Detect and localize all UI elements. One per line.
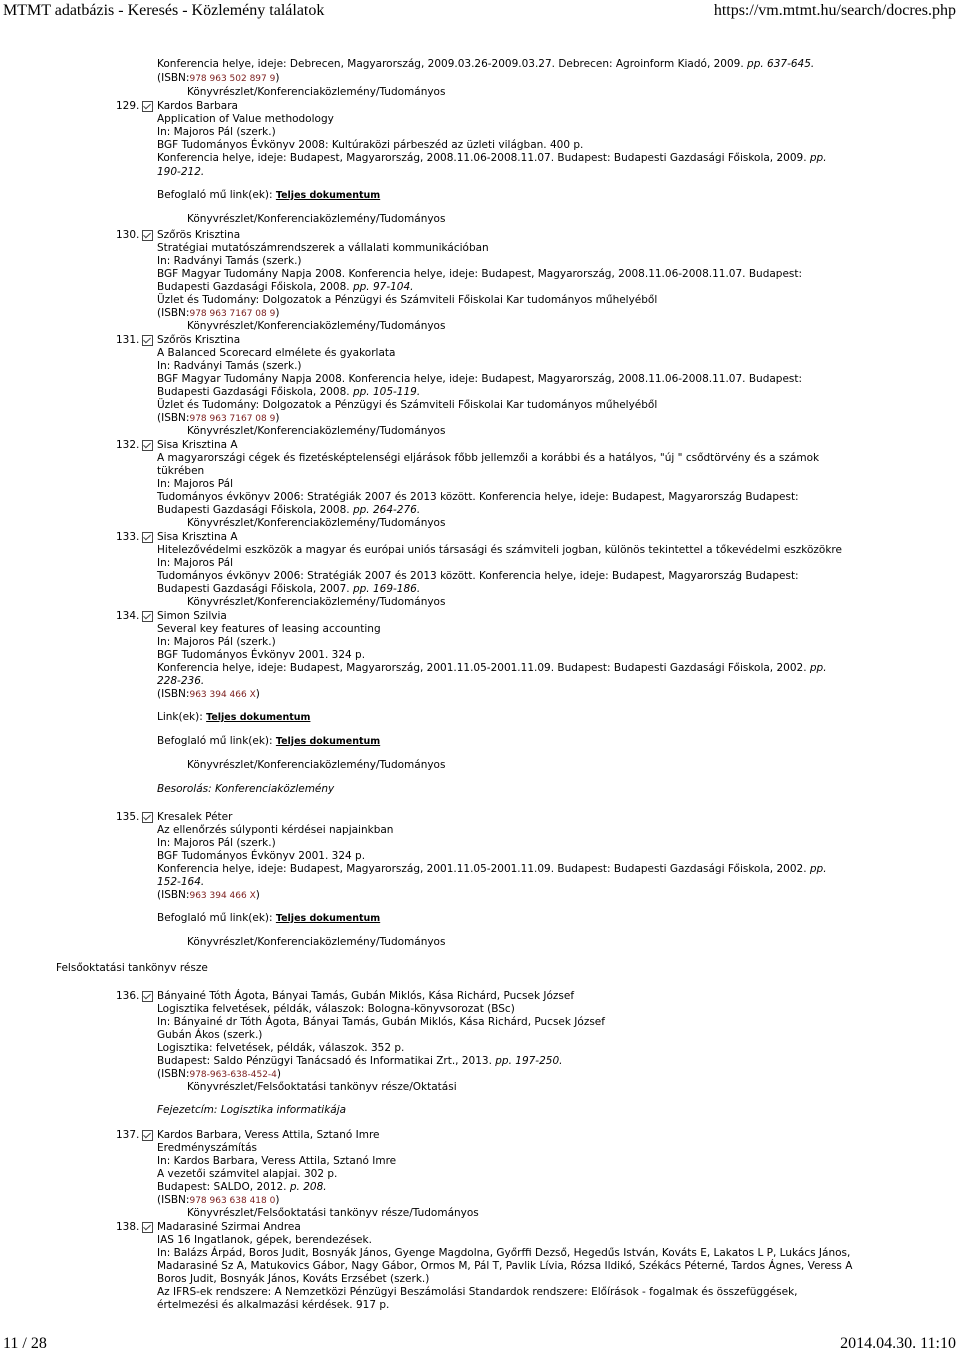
entry-author: Sisa Krisztina A bbox=[157, 531, 238, 543]
entry-source-cont: értelmezési és alkalmazási kérdések. 917 p. bbox=[157, 1299, 390, 1311]
entry-title-cont: tükrében bbox=[157, 465, 205, 477]
entry-in: In: Majoros Pál (szerk.) bbox=[157, 837, 276, 849]
entry-conference: Konferencia helye, ideje: Budapest, Magyarország, 2008.11.06-2008.11.07. Budapest: Budapesti Gazdasági Főiskola, 2009. pp. bbox=[157, 152, 827, 164]
top-isbn: (ISBN:978 963 502 897 9) bbox=[157, 72, 280, 84]
entry-number: 133. bbox=[116, 531, 140, 543]
entry-in: In: Kardos Barbara, Veress Attila, Sztanó Imre bbox=[157, 1155, 397, 1167]
print-datetime: 2014.04.30. 11:10 bbox=[840, 1335, 956, 1352]
link-row: Link(ek): Teljes dokumentum bbox=[157, 711, 311, 723]
entry-number: 129. bbox=[116, 100, 140, 112]
entry-type: Könyvrészlet/Konferenciaközlemény/Tudományos bbox=[187, 320, 446, 332]
entry-publisher: Budapest: Saldo Pénzügyi Tanácsadó és Informatikai Zrt., 2013. pp. 197-250. bbox=[157, 1055, 563, 1067]
entry-title: Eredményszámítás bbox=[157, 1142, 257, 1154]
entry-type: Könyvrészlet/Konferenciaközlemény/Tudományos bbox=[187, 936, 446, 948]
full-document-link[interactable]: Teljes dokumentum bbox=[275, 913, 381, 924]
entry-source: BGF Tudományos Évkönyv 2008: Kultúraközi párbeszéd az üzleti világban. 400 p. bbox=[157, 139, 584, 151]
entry-source: Az IFRS-ek rendszere: A Nemzetközi Pénzügyi Beszámolási Standardok rendszere: Előírások - fogalmak és összefüggések, bbox=[157, 1286, 798, 1298]
checkbox-icon[interactable] bbox=[142, 230, 153, 241]
top-type: Könyvrészlet/Konferenciaközlemény/Tudományos bbox=[187, 86, 446, 98]
entry-pages: 190-212. bbox=[157, 166, 205, 178]
entry-isbn: (ISBN:963 394 466 X) bbox=[157, 889, 260, 901]
entry-in: In: Majoros Pál bbox=[157, 557, 233, 569]
entry-number: 137. bbox=[116, 1129, 140, 1141]
entry-in: In: Radványi Tamás (szerk.) bbox=[157, 255, 302, 267]
entry-number: 132. bbox=[116, 439, 140, 451]
entry-author: Simon Szilvia bbox=[157, 610, 227, 622]
entry-number: 131. bbox=[116, 334, 140, 346]
entry-number: 138. bbox=[116, 1221, 140, 1233]
entry-in: In: Majoros Pál (szerk.) bbox=[157, 636, 276, 648]
entry-source: Tudományos évkönyv 2006: Stratégiák 2007 és 2013 között. Konferencia helye, ideje: Budapest, Magyarország Budapest: bbox=[157, 570, 799, 582]
entry-source: BGF Magyar Tudomány Napja 2008. Konferencia helye, ideje: Budapest, Magyarország, 2008.11.06-2008.11.07. Budapest: bbox=[157, 373, 803, 385]
entry-author: Kardos Barbara, Veress Attila, Sztanó Imre bbox=[157, 1129, 380, 1141]
entry-in: In: Bányainé dr Tóth Ágota, Bányai Tamás, Gubán Miklós, Kása Richárd, Pucsek József bbox=[157, 1016, 605, 1028]
entry-type: Könyvrészlet/Konferenciaközlemény/Tudományos bbox=[187, 425, 446, 437]
top-conference-line: Konferencia helye, ideje: Debrecen, Magyarország, 2009.03.26-2009.03.27. Debrecen: Agroinform Kiadó, 2009. pp. 637-645. bbox=[157, 58, 815, 70]
entry-in: In: Majoros Pál bbox=[157, 478, 233, 490]
full-document-link[interactable]: Teljes dokumentum bbox=[275, 736, 381, 747]
entry-author: Bányainé Tóth Ágota, Bányai Tamás, Gubán Miklós, Kása Richárd, Pucsek József bbox=[157, 990, 575, 1002]
entry-title: Logisztika felvetések, példák, válaszok: Bologna-könyvsorozat (BSc) bbox=[157, 1003, 515, 1015]
entry-type: Könyvrészlet/Felsőoktatási tankönyv része/Tudományos bbox=[187, 1207, 479, 1219]
entry-title: IAS 16 Ingatlanok, gépek, berendezések. bbox=[157, 1234, 372, 1246]
entry-type: Könyvrészlet/Konferenciaközlemény/Tudományos bbox=[187, 759, 446, 771]
entry-author: Szőrös Krisztina bbox=[157, 334, 241, 346]
page-header-url: https://vm.mtmt.hu/search/docres.php bbox=[713, 2, 956, 19]
checkbox-icon[interactable] bbox=[142, 1222, 153, 1233]
entry-pages: 152-164. bbox=[157, 876, 205, 888]
entry-isbn: (ISBN:978 963 7167 08 9) bbox=[157, 412, 280, 424]
section-heading: Felsőoktatási tankönyv része bbox=[56, 962, 208, 974]
entry-author: Madarasiné Szirmai Andrea bbox=[157, 1221, 301, 1233]
checkbox-icon[interactable] bbox=[142, 812, 153, 823]
entry-author: Sisa Krisztina A bbox=[157, 439, 238, 451]
entry-classification: Besorolás: Konferenciaközlemény bbox=[157, 783, 335, 795]
entry-title: A Balanced Scorecard elmélete és gyakorlata bbox=[157, 347, 396, 359]
page-header-title: MTMT adatbázis - Keresés - Közlemény találatok bbox=[3, 2, 325, 19]
incl-link-row: Befoglaló mű link(ek): Teljes dokumentum bbox=[157, 912, 381, 924]
entry-number: 136. bbox=[116, 990, 140, 1002]
entry-number: 134. bbox=[116, 610, 140, 622]
entry-title: Application of Value methodology bbox=[157, 113, 334, 125]
entry-title: Hitelezővédelmi eszközök a magyar és európai uniós társasági és számviteli jogban, különös tekintettel a tőkevédelmi eszközökre bbox=[157, 544, 842, 556]
checkbox-icon[interactable] bbox=[142, 335, 153, 346]
entry-conference: Konferencia helye, ideje: Budapest, Magyarország, 2001.11.05-2001.11.09. Budapest: Budapesti Gazdasági Főiskola, 2002. pp. bbox=[157, 662, 827, 674]
entry-publisher: Budapesti Gazdasági Főiskola, 2008. pp. 105-119. bbox=[157, 386, 421, 398]
entry-publisher: Budapest: SALDO, 2012. p. 208. bbox=[157, 1181, 327, 1193]
checkbox-icon[interactable] bbox=[142, 611, 153, 622]
incl-link-row: Befoglaló mű link(ek): Teljes dokumentum bbox=[157, 735, 381, 747]
checkbox-icon[interactable] bbox=[142, 101, 153, 112]
entry-type: Könyvrészlet/Konferenciaközlemény/Tudományos bbox=[187, 213, 446, 225]
page-number: 11 / 28 bbox=[3, 1335, 47, 1352]
entry-publisher: Budapesti Gazdasági Főiskola, 2008. pp. 264-276. bbox=[157, 504, 421, 516]
checkbox-icon[interactable] bbox=[142, 991, 153, 1002]
entry-chapter: Fejezetcím: Logisztika informatikája bbox=[157, 1104, 347, 1116]
entry-isbn: (ISBN:978-963-638-452-4) bbox=[157, 1068, 282, 1080]
entry-number: 135. bbox=[116, 811, 140, 823]
entry-in: In: Radványi Tamás (szerk.) bbox=[157, 360, 302, 372]
entry-isbn: (ISBN:978 963 7167 08 9) bbox=[157, 307, 280, 319]
entry-title: Several key features of leasing accounting bbox=[157, 623, 381, 635]
entry-publisher: Budapesti Gazdasági Főiskola, 2008. pp. 97-104. bbox=[157, 281, 414, 293]
entry-title: Stratégiai mutatószámrendszerek a vállalati kommunikációban bbox=[157, 242, 489, 254]
checkbox-icon[interactable] bbox=[142, 532, 153, 543]
entry-type: Könyvrészlet/Felsőoktatási tankönyv része/Oktatási bbox=[187, 1081, 457, 1093]
entry-source: BGF Tudományos Évkönyv 2001. 324 p. bbox=[157, 850, 366, 862]
entry-type: Könyvrészlet/Konferenciaközlemény/Tudományos bbox=[187, 517, 446, 529]
entry-title: Az ellenőrzés súlyponti kérdései napjainkban bbox=[157, 824, 394, 836]
entry-source: BGF Magyar Tudomány Napja 2008. Konferencia helye, ideje: Budapest, Magyarország, 2008.11.06-2008.11.07. Budapest: bbox=[157, 268, 803, 280]
entry-in-cont: Gubán Ákos (szerk.) bbox=[157, 1029, 263, 1041]
entry-in: In: Majoros Pál (szerk.) bbox=[157, 126, 276, 138]
entry-title: A magyarországi cégek és fizetésképtelenségi eljárások főbb jellemzői a korábbi és a hatályos, "új " csődtörvény és a számok bbox=[157, 452, 820, 464]
entry-isbn: (ISBN:978 963 638 418 0) bbox=[157, 1194, 280, 1206]
entry-conference: Konferencia helye, ideje: Budapest, Magyarország, 2001.11.05-2001.11.09. Budapest: Budapesti Gazdasági Főiskola, 2002. pp. bbox=[157, 863, 827, 875]
entry-source: A vezetői számvitel alapjai. 302 p. bbox=[157, 1168, 338, 1180]
entry-author: Kresalek Péter bbox=[157, 811, 233, 823]
full-document-link[interactable]: Teljes dokumentum bbox=[275, 190, 381, 201]
entry-author: Szőrös Krisztina bbox=[157, 229, 241, 241]
entry-source: Logisztika: felvetések, példák, válaszok. 352 p. bbox=[157, 1042, 405, 1054]
entry-number: 130. bbox=[116, 229, 140, 241]
entry-type: Könyvrészlet/Konferenciaközlemény/Tudományos bbox=[187, 596, 446, 608]
entry-in: In: Balázs Árpád, Boros Judit, Bosnyák János, Gyenge Magdolna, Győrffi Dezső, Hegedűs István, Kováts E, Lakatos L P, Lukács János, bbox=[157, 1247, 851, 1259]
entry-isbn: (ISBN:963 394 466 X) bbox=[157, 688, 260, 700]
entry-in-cont: Madarasiné Sz A, Matukovics Gábor, Nagy Gábor, Ormos M, Pál T, Pavlik Lívia, Rózsa Ildikó, Székács Péterné, Tardos Ágnes, Veress A bbox=[157, 1260, 853, 1272]
entry-author: Kardos Barbara bbox=[157, 100, 238, 112]
entry-in-cont: Boros Judit, Bosnyák János, Kováts Erzsébet (szerk.) bbox=[157, 1273, 430, 1285]
entry-series: Üzlet és Tudomány: Dolgozatok a Pénzügyi és Számviteli Főiskolai Kar tudományos műhelyéből bbox=[157, 294, 658, 306]
entry-pages: 228-236. bbox=[157, 675, 205, 687]
incl-link-row: Befoglaló mű link(ek): Teljes dokumentum bbox=[157, 189, 381, 201]
entry-publisher: Budapesti Gazdasági Főiskola, 2007. pp. 169-186. bbox=[157, 583, 421, 595]
entry-series: Üzlet és Tudomány: Dolgozatok a Pénzügyi és Számviteli Főiskolai Kar tudományos műhelyéből bbox=[157, 399, 658, 411]
checkbox-icon[interactable] bbox=[142, 1130, 153, 1141]
entry-source: BGF Tudományos Évkönyv 2001. 324 p. bbox=[157, 649, 366, 661]
full-document-link[interactable]: Teljes dokumentum bbox=[206, 712, 311, 723]
entry-source: Tudományos évkönyv 2006: Stratégiák 2007 és 2013 között. Konferencia helye, ideje: Budapest, Magyarország Budapest: bbox=[157, 491, 799, 503]
checkbox-icon[interactable] bbox=[142, 440, 153, 451]
